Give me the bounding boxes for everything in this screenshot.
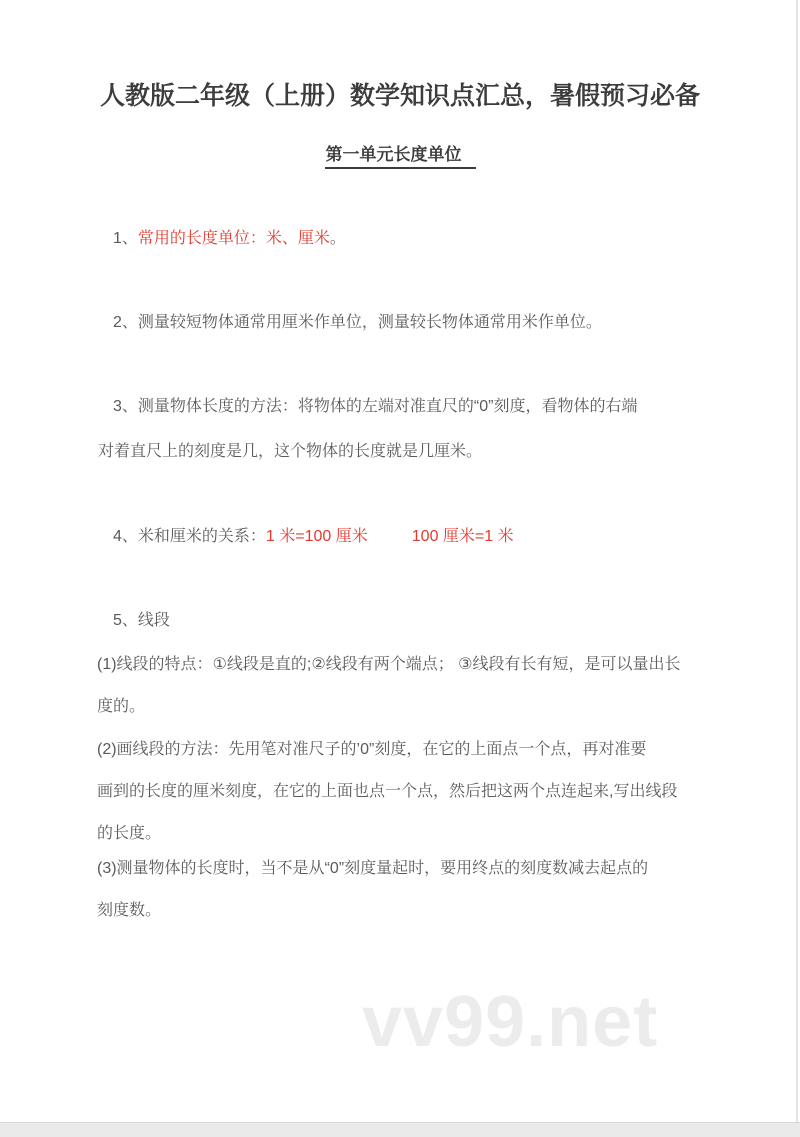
sub-item-1 xyxy=(97,644,680,728)
section-heading-row xyxy=(0,146,800,169)
item4-equation-2: 100 厘米=1 米 xyxy=(411,528,514,545)
page-bottom-bar xyxy=(0,1122,800,1137)
list-item-5 xyxy=(113,613,170,629)
page-title: 人教版二年级（上册）数学知识点汇总，暑假预习必备 xyxy=(99,82,700,110)
sub-item-2 xyxy=(97,729,677,855)
list-item-3 xyxy=(98,384,637,474)
item4-number: 4、 xyxy=(113,528,138,545)
item5-text: 线段 xyxy=(137,612,170,629)
sub2-line-3: 的长度。 xyxy=(97,825,162,842)
item1-highlight-text: 常用的长度单位：米、厘米 xyxy=(137,230,330,247)
list-item-1 xyxy=(113,231,346,247)
item4-equation-1: 1 米=100 厘米 xyxy=(265,528,368,545)
sub2-line-1: (2)画线段的方法：先用笔对准尺子的’0”刻度，在它的上面点一个点，再对准要 xyxy=(97,741,647,758)
list-item-2 xyxy=(113,315,602,331)
sub2-line-2: 画到的长度的厘米刻度，在它的上面也点一个点，然后把这两个点连起来,写出线段 xyxy=(97,783,678,800)
sub1-line-2: 度的。 xyxy=(97,698,146,715)
item3-line-1: 3、测量物体长度的方法：将物体的左端对准直尺的“0”刻度，看物体的右端 xyxy=(113,398,638,415)
item1-period: 。 xyxy=(329,230,346,247)
item5-number: 5、 xyxy=(113,612,138,629)
watermark: vv99.net xyxy=(362,982,659,1062)
list-item-4 xyxy=(113,529,514,545)
sub3-line-2: 刻度数。 xyxy=(97,902,162,919)
item4-label: 米和厘米的关系： xyxy=(137,528,266,545)
section-heading: 第一单元长度单位 xyxy=(325,146,476,169)
item2-number: 2、 xyxy=(113,314,138,331)
sub-item-3 xyxy=(97,848,648,932)
item2-text: 测量较短物体通常用厘米作单位，测量较长物体通常用米作单位。 xyxy=(137,314,602,331)
item1-number: 1、 xyxy=(113,230,138,247)
item3-line-2: 对着直尺上的刻度是几，这个物体的长度就是几厘米。 xyxy=(98,443,483,460)
sub3-line-1: (3)测量物体的长度时，当不是从“0”刻度量起时，要用终点的刻度数减去起点的 xyxy=(97,860,649,877)
sub1-line-1: (1)线段的特点：①线段是直的;②线段有两个端点； ③线段有长有短，是可以量出长 xyxy=(97,656,681,673)
page-right-edge-divider xyxy=(796,0,798,1122)
